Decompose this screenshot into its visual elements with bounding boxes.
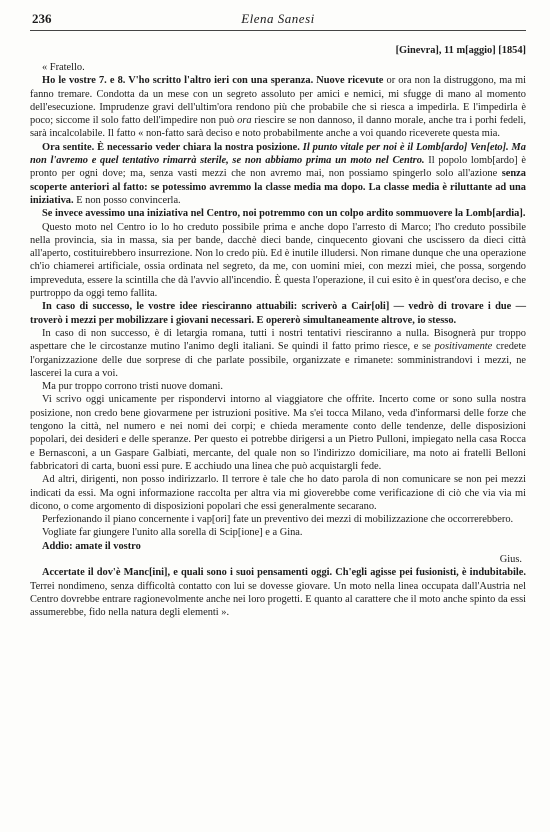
letter-paragraph: [30, 141, 526, 207]
text-run: ora: [237, 115, 252, 127]
letter-paragraphs: [30, 74, 526, 553]
letter-paragraph: [30, 540, 526, 553]
text-run: Ho le vostre 7. e 8. V'ho scritto l'altro ieri con una speranza. Nuove ricevute: [42, 75, 384, 87]
text-run: Vi scrivo oggi unicamente per rispondervi intorno al viaggiatore che offrite. Incerto come or sono sulla nostra posizione, non credo bene giovarmene per istruzioni positive. Ma s'ei tocca Milano, veda d'informarsi delle forze che tengono la città, nel numero e nei nomi dei corpi; e chieda meramente conto delle tendenze, delle disposizioni popolari, dei desideri e delle speranze. Per questo ei potrebbe dirigersi a un Pietro Pulloni, impiegato nella casa Rocca e Bernasconi, a un Gaspare Galbiati, mercante, del quale non so l'indirizzo domiciliare, ma noto ai fratelli Belloni fabbricatori di carta, buoni essi pure. E acchiudo una linea che può acquistargli fede.: [30, 394, 526, 472]
text-run: Ad altri, dirigenti, non posso indirizzarlo. Il terrore è tale che ho dato parola di non comunicare se non pei mezzi indicati da essi. Ma ogni informazione raccolta per altra via mi gioverebbe come verificazione di ciò che via via mi dicono, o come argomento di disposizioni popolari che essi generalmente secarano.: [30, 474, 526, 512]
text-run: Ora sentite. È necessario veder chiara la nostra posizione.: [42, 141, 303, 153]
letter-salutation: « Fratello.: [42, 62, 85, 73]
text-run: Ma pur troppo corrono tristi nuove domani.: [42, 381, 223, 393]
text-run: senza scoperte anteriori al fatto: se potessimo avremmo la classe media ma dopo. La classe media è riluttante ad una iniziativa.: [30, 168, 526, 206]
letter-dateline: [Ginevra], 11 m[aggio] [1854]: [395, 45, 526, 56]
page-header: [30, 8, 526, 31]
letter-paragraph: [30, 300, 526, 327]
text-run: In caso di successo, le vostre idee riesciranno attuabili: scriverò a Cair[oli] — vedrò di trovare i due — troverò i mezzi per mobilizzare i giovani necessari. E opererò simultaneamente altrove, io stesso.: [30, 301, 526, 326]
text-run: credete l'organizzazione delle due sorprese di che parlate possibile, organizzate e rimanete: somministrandovi i mezzi, ne lascerei la cura a voi.: [30, 341, 526, 379]
letter-paragraph: [30, 473, 526, 513]
text-run: Addio: amate il vostro: [42, 540, 141, 552]
text-run: Terrei nondimeno, senza difficoltà contatto con lui se dovesse giovare. Un moto nella linea occupata dall'Austria nel Centro dovrebbe entrare ragionevolmente anche nei loro progetti. E quanto al carattere che il moto anche spinto da essi assumerebbe, fido nella natura degli elementi ».: [30, 580, 526, 619]
letter-paragraph: [30, 513, 526, 526]
text-run: Vogliate far giungere l'unito alla sorella di Scip[ione] e a Gina.: [42, 527, 303, 539]
text-run: riescire se non dannoso, il danno morale, anche tra i porhi fedeli, sarà incalcolabile. Il fatto « non-fatto sarà deciso e noto probabilmente anche a voi quando riceverete questa mia.: [30, 115, 526, 140]
running-head: Elena Sanesi: [241, 11, 315, 26]
letter-paragraph: [30, 207, 526, 220]
letter-postscript: [30, 566, 526, 619]
letter-paragraph: [30, 327, 526, 380]
text-run: Il punto vitale per noi è il Lomb[ardo] Ven[eto]. Ma non l'avremo e quel tentativo rimarrà sterile, se non abbiamo prima un moto nel Centro.: [30, 141, 526, 167]
text-run: Accertate il dov'è Manc[ini], e quali sono i suoi pensamenti oggi. Ch'egli agisse pei fusionisti, è indubitabile.: [42, 567, 526, 579]
page-number: 236: [32, 11, 52, 26]
text-run: or ora non la distruggono, ma mi fanno tremare. Condotta da un mese con un segreto assoluto per amici e nemici, mi sfugge di mano al momento dell'esecuzione. Imprudenze gravi dell'ultim'ora rendono più che probabile che si riesca a impedirla. E l'impedirla è poco; siccome il solo fatto dell'impedire non può: [30, 75, 526, 127]
text-run: In caso di non successo, è di letargia romana, tutti i nostri tentativi riesciranno a nulla. Bisognerà pur troppo aspettare che le circostanze mutino l'animo degli italiani. Se quindi il fatto primo riesce, e se: [30, 327, 526, 353]
text-run: Il popolo lomb[ardo] è pronto per ogni dove; ma, senza vasti mezzi che non avremo mai, non possiamo spingerlo solo all'azione: [30, 155, 526, 180]
letter-paragraph: [30, 74, 526, 140]
letter-paragraph: [30, 380, 526, 393]
letter-body: [30, 61, 526, 619]
text-run: Questo moto nel Centro io lo ho creduto possibile prima e anche dopo l'arresto di Marco; l'ho creduto possibile nella provincia, sia in massa, sia per bande, dacchè dieci bande, cinquecento giovani che uscissero da dieci città all'aperto, costituirebbero insurrezione. Non lo credo più. Ed è inutile illudersi. Non rimane dunque che una operazione ch'io chiamerei artificiale, ossia ordinata nel segreto, da me, con uomini miei, con mezzi miei, che possa, sorgendo impreveduta, essere la scintilla che dà l'avvio all'incendio. È questa l'operazione, il cui esito è in quest'ora deciso, e che purtroppo da oggi temo fallita.: [30, 221, 526, 300]
text-run: Se invece avessimo una iniziativa nel Centro, noi potremmo con un colpo ardito sommuovere la Lomb[ardia].: [42, 208, 526, 220]
letter-paragraph: [30, 393, 526, 473]
letter-paragraph: [30, 221, 526, 301]
text-run: Perfezionando il piano concernente i vap[ori] fate un preventivo dei mezzi di mobilizzazione che occorrerebbero.: [42, 514, 514, 526]
letter-paragraph: [30, 526, 526, 539]
text-run: positivamente: [434, 341, 493, 353]
postscript-paragraph: [30, 566, 526, 619]
text-run: E non posso convincerla.: [73, 194, 181, 206]
letter-signature: Gius.: [499, 553, 522, 565]
